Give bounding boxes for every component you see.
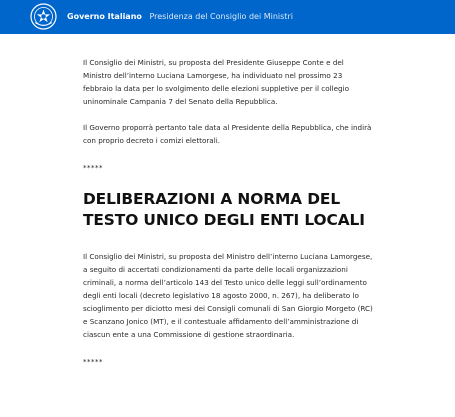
brand-subtitle[interactable]: Presidenza del Consiglio dei Ministri (149, 12, 293, 21)
section-separator: ***** (83, 164, 103, 172)
site-header (0, 0, 455, 34)
article-paragraph: Il Governo proporrà pertanto tale data al Presidente della Repubblica, che indirà con proprio decreto i comizi elettorali. (83, 123, 372, 145)
article-paragraph: Il Consiglio dei Ministri, su proposta del Ministro dell’interno Luciana Lamorgese, a seguito di accertati condizionamenti da parte delle locali organizzazioni criminali, a norma dell’articolo 143 del Testo unico delle leggi sull’ordinamento degli enti locali (decreto legislativo 18 agosto 2000, n. 267), ha deliberato lo scioglimento per diciotto mesi dei Consigli comunali di San Giorgio Morgeto (RC) e Scanzano Jonico (MT), e il contestuale affidamento dell’amministrazione di ciascun ente a una Commissione di gestione straordinaria. (83, 252, 373, 339)
article-body (83, 56, 373, 366)
italian-republic-emblem-icon[interactable] (30, 3, 57, 30)
article-paragraph: Il Consiglio dei Ministri, su proposta del Presidente Giuseppe Conte e del Ministro dell’interno Luciana Lamorgese, ha individuato nel prossimo 23 febbraio la data per lo svolgimento delle elezioni suppletive per il collegio uninominale Campania 7 del Senato della Repubblica. (83, 58, 349, 106)
brand-title[interactable]: Governo Italiano (67, 12, 142, 21)
header-brand[interactable] (67, 11, 293, 22)
section-separator: ***** (83, 358, 103, 366)
section-heading: DELIBERAZIONI A NORMA DEL TESTO UNICO DEGLI ENTI LOCALI (83, 190, 365, 229)
